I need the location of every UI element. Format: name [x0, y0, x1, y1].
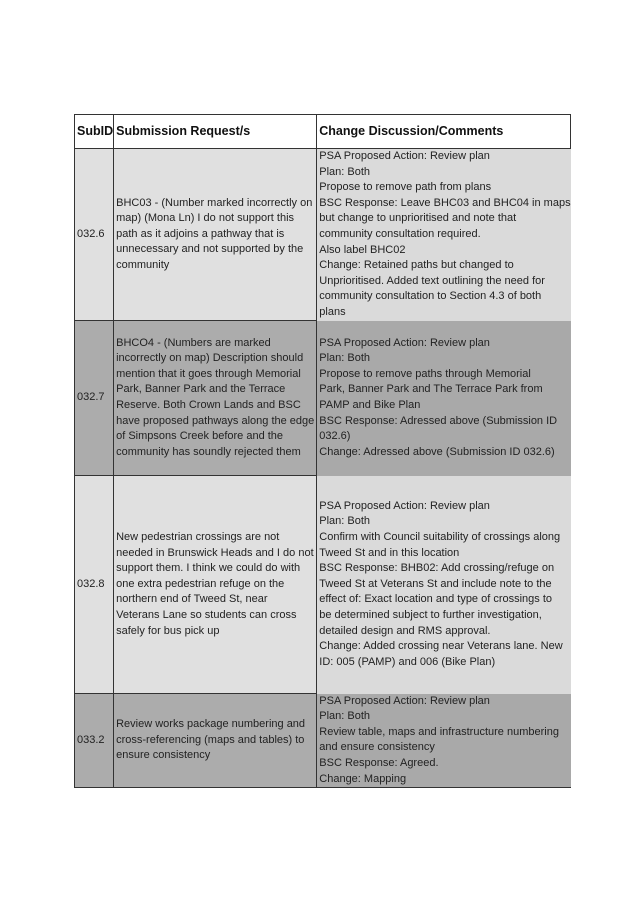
row-submission — [114, 149, 317, 321]
cell-line: path as it adjoins a pathway that is — [116, 227, 285, 240]
cell-line: plans — [319, 305, 346, 318]
cell-line: unnecessary and not supported by the — [116, 243, 304, 256]
cell-line: map) (Mona Ln) I do not support this — [116, 212, 295, 225]
cell-line: BHCO4 - (Numbers are marked — [116, 336, 271, 349]
row-submission — [114, 476, 317, 694]
row-subid: 032.8 — [75, 476, 114, 694]
table-row — [75, 321, 571, 476]
cell-line: community consultation required. — [319, 227, 481, 240]
cell-line: Change: Mapping — [319, 772, 407, 785]
cell-line: ensure consistency — [116, 749, 211, 762]
cell-line: Change: Adressed above (Submission ID 032.6) — [319, 445, 555, 458]
row-change — [317, 149, 571, 321]
cell-line: PSA Proposed Action: Review plan — [319, 336, 490, 349]
cell-line: Propose to remove path from plans — [319, 181, 492, 194]
table-row — [75, 476, 571, 694]
cell-line: ID: 005 (PAMP) and 006 (Bike Plan) — [319, 655, 496, 668]
row-subid: 033.2 — [75, 694, 114, 788]
cell-line: needed in Brunswick Heads and I do not — [116, 546, 314, 559]
cell-line: cross-referencing (maps and tables) to — [116, 733, 305, 746]
cell-line: incorrectly on map) Description should — [116, 352, 304, 365]
cell-line: New pedestrian crossings are not — [116, 530, 280, 543]
cell-line: PSA Proposed Action: Review plan — [319, 150, 490, 162]
cell-line: one extra pedestrian refuge on the — [116, 577, 285, 590]
header-change: Change Discussion/Comments — [317, 115, 571, 149]
cell-line: Tweed St at Veterans St and include note to the — [319, 577, 552, 590]
cell-line: BSC Response: Adressed above (Submission ID — [319, 414, 558, 427]
cell-line: northern end of Tweed St, near — [116, 593, 268, 606]
cell-line: Plan: Both — [319, 165, 371, 178]
row-change — [317, 321, 571, 476]
cell-line: effect of: Exact location and type of crossings to — [319, 593, 553, 606]
cell-line: mention that it goes through Memorial — [116, 367, 301, 380]
cell-line: and ensure consistency — [319, 741, 435, 754]
header-subid: SubID — [75, 115, 114, 149]
cell-line: Plan: Both — [319, 710, 371, 723]
row-change — [317, 694, 571, 788]
cell-line: BHC03 - (Number marked incorrectly on — [116, 196, 313, 209]
table-row — [75, 149, 571, 321]
cell-line: BSC Response: Leave BHC03 and BHC04 in maps — [319, 196, 571, 209]
cell-line: Park, Banner Park and The Terrace Park from — [319, 383, 543, 396]
cell-line: detailed design and RMS approval. — [319, 624, 491, 637]
cell-line: Propose to remove paths through Memorial — [319, 367, 531, 380]
cell-line: Change: Retained paths but changed to — [319, 259, 514, 272]
cell-line: 032.6) — [319, 430, 351, 443]
cell-line: have proposed pathways along the edge — [116, 414, 315, 427]
cell-line: PSA Proposed Action: Review plan — [319, 499, 490, 512]
cell-line: community consultation to Section 4.3 of both — [319, 290, 542, 303]
cell-line: community — [116, 258, 170, 271]
table-row — [75, 694, 571, 788]
cell-line: safely for bus pick up — [116, 624, 220, 637]
cell-line: of Simpsons Creek before and the — [116, 430, 284, 443]
cell-line: Unprioritised. Added text outlining the need for — [319, 274, 545, 287]
table-header — [75, 115, 571, 149]
cell-line: Tweed St and in this location — [319, 546, 460, 559]
cell-line: PSA Proposed Action: Review plan — [319, 694, 490, 707]
cell-line: but change to unprioritised and note that — [319, 212, 517, 225]
cell-line: BSC Response: BHB02: Add crossing/refuge on — [319, 562, 555, 575]
cell-line: Review works package numbering and — [116, 718, 306, 731]
cell-line: Plan: Both — [319, 515, 371, 528]
row-subid: 032.7 — [75, 321, 114, 476]
cell-line: Confirm with Council suitability of crossings along — [319, 530, 561, 543]
row-subid: 032.6 — [75, 149, 114, 321]
row-submission — [114, 321, 317, 476]
cell-line: Also label BHC02 — [319, 243, 406, 256]
cell-line: Change: Added crossing near Veterans lane. New — [319, 640, 563, 653]
row-submission — [114, 694, 317, 788]
submissions-table — [74, 114, 571, 788]
cell-line: Plan: Both — [319, 352, 371, 365]
row-change — [317, 476, 571, 694]
cell-line: Park, Banner Park and the Terrace — [116, 383, 286, 396]
cell-line: support them. I think we could do with — [116, 562, 301, 575]
cell-line: be determined subject to further investigation, — [319, 608, 542, 621]
cell-line: community has soundly rejected them — [116, 445, 301, 458]
cell-line: BSC Response: Agreed. — [319, 756, 439, 769]
cell-line: Reserve. Both Crown Lands and BSC — [116, 399, 301, 412]
cell-line: Review table, maps and infrastructure numbering — [319, 725, 559, 738]
cell-line: PAMP and Bike Plan — [319, 399, 421, 412]
cell-line: Veterans Lane so students can cross — [116, 608, 297, 621]
header-submission: Submission Request/s — [114, 115, 317, 149]
